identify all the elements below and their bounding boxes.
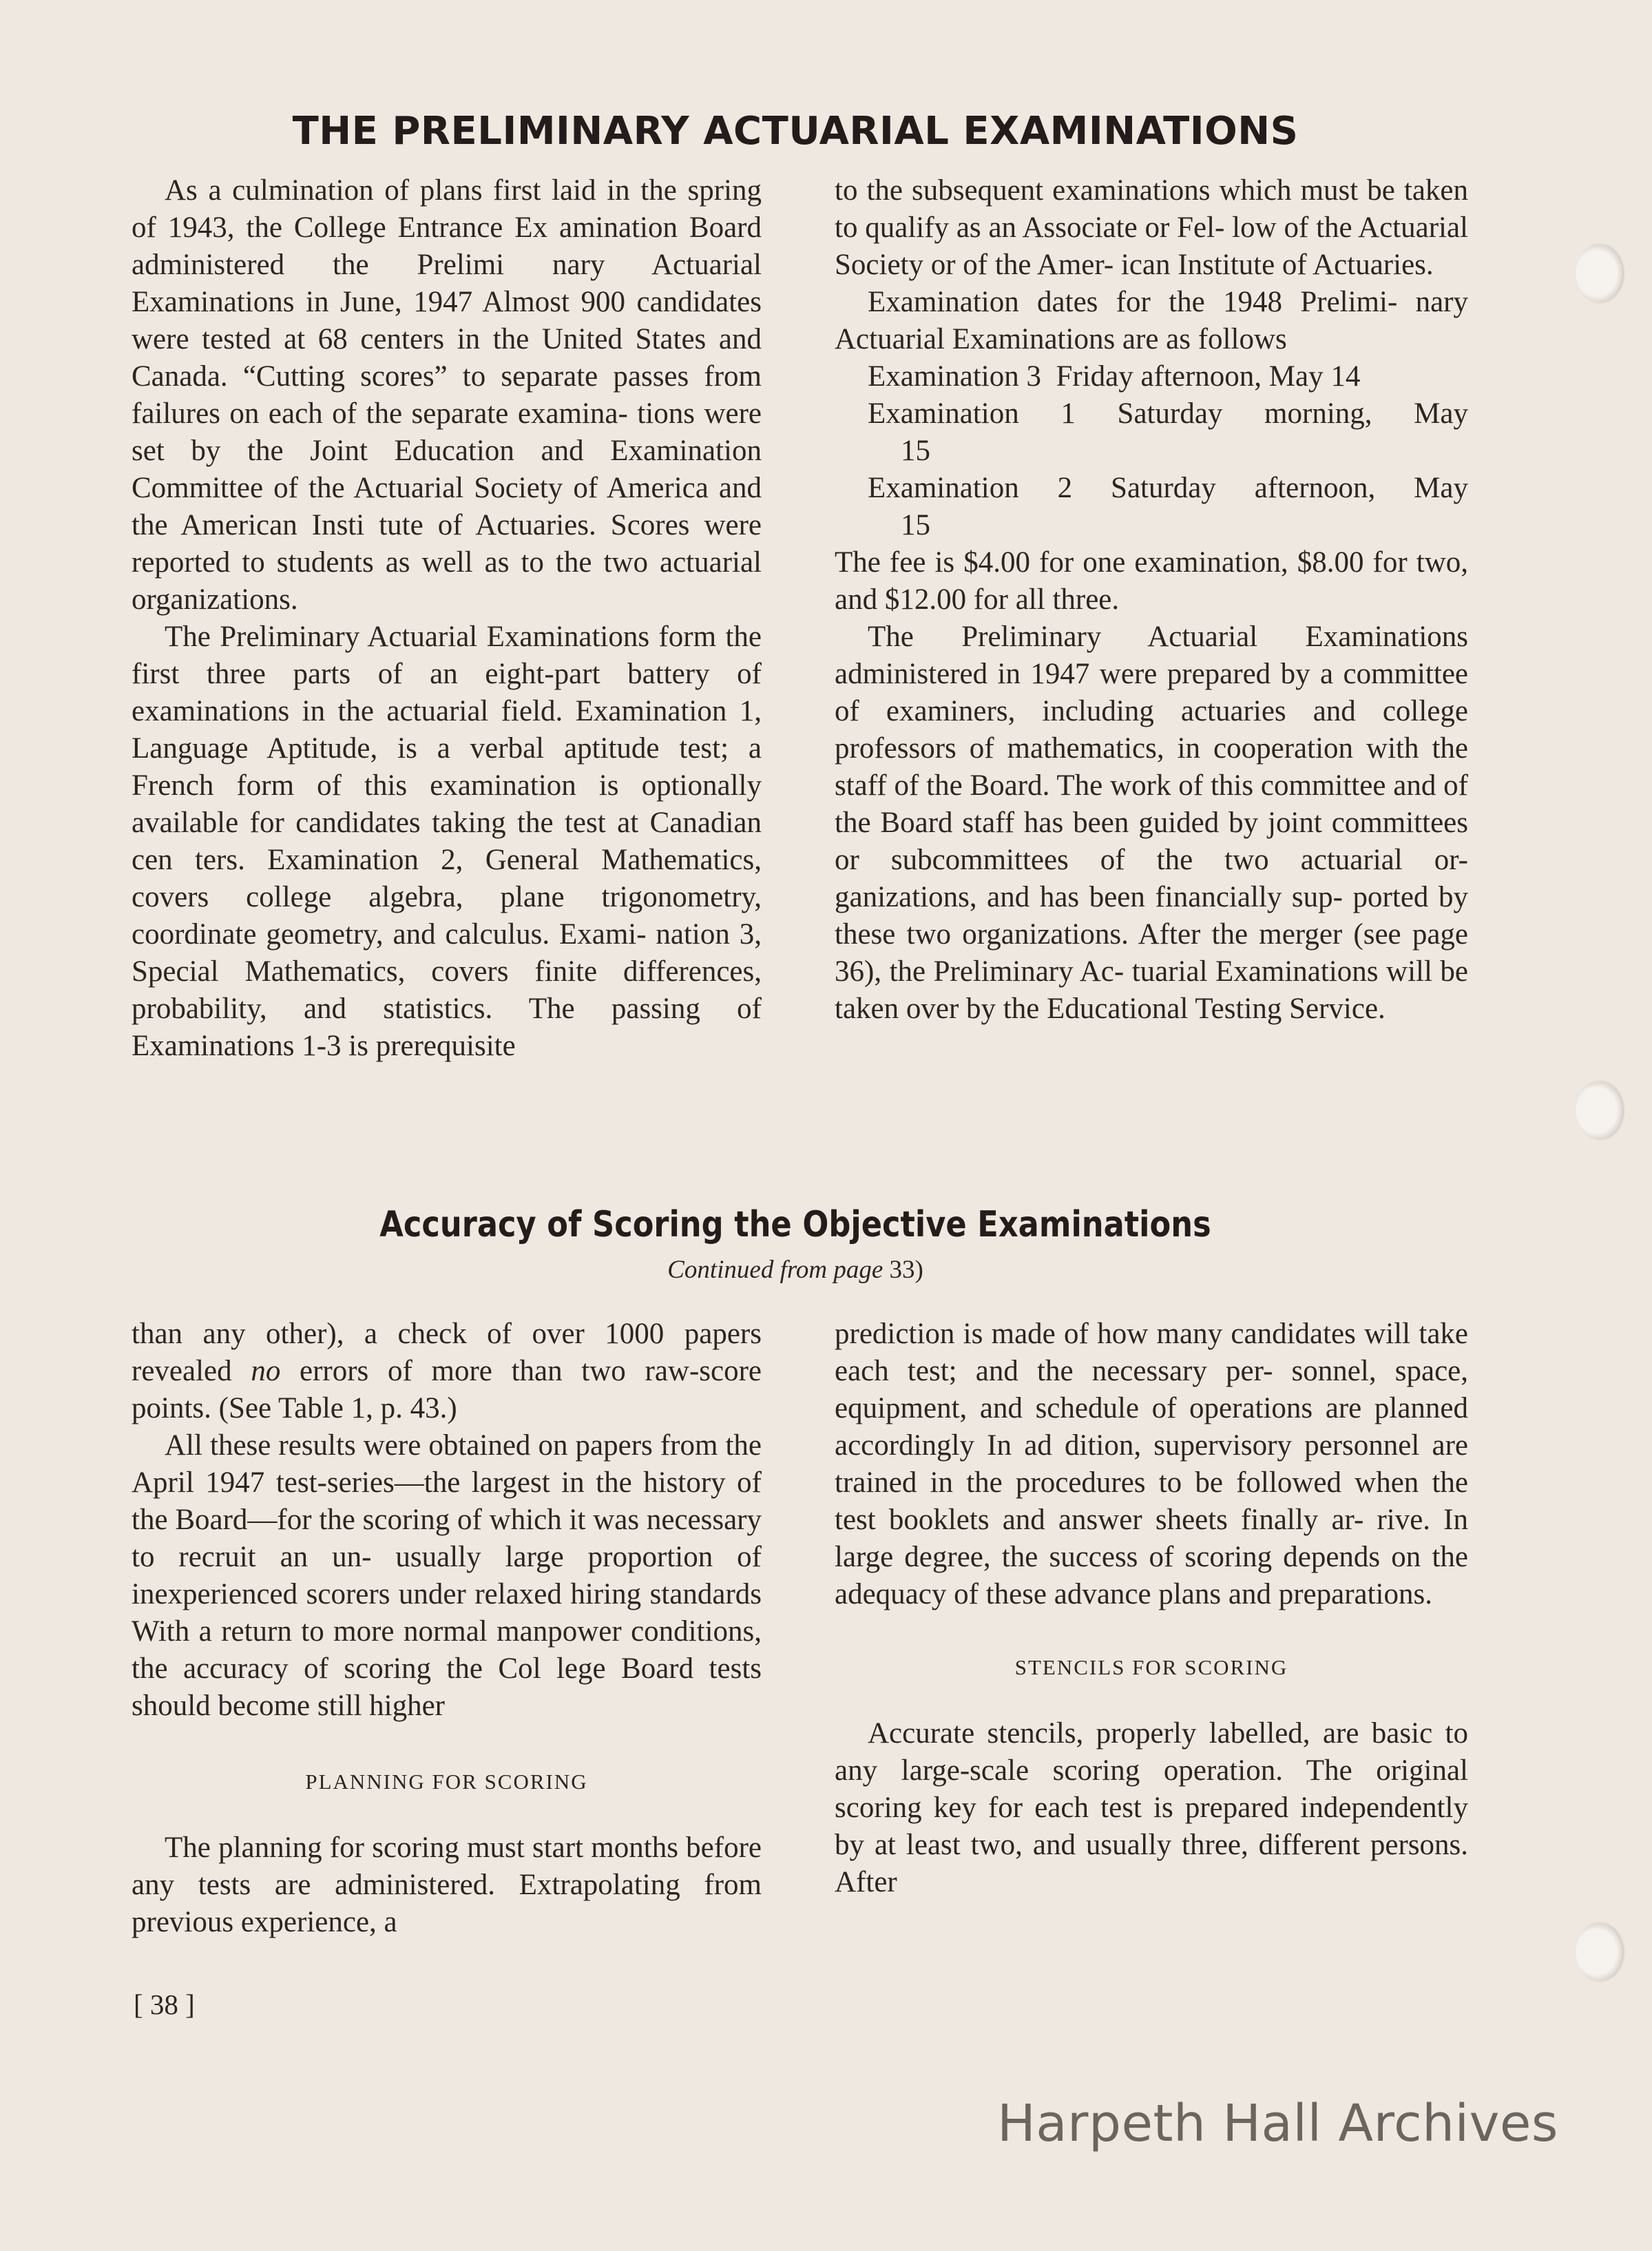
text-run: than any other), a check of over 1000 papers revealed [132,1318,762,1387]
article-title: THE PRELIMINARY ACTUARIAL EXAMINATIONS [292,109,1299,154]
paragraph: The Preliminary Actuarial Examinations form the first three parts of an eight-part battery of examinations in the actuarial field. Examination 1, Language Aptitude, is a verbal aptitude test; a French form of this examination is optionally available for candidates taking the test at Canadian cen ters. Examination 2, General Mathematics, covers college algebra, plane trigonometry, coordinate geometry, and calculus. Exami- nation 3, Special Mathematics, covers finite differences, probability, and statistics. The passing of Examinations 1-3 is prerequisite [132,621,762,1062]
paragraph: The fee is $4.00 for one examination, $8.00 for two, and $12.00 for all three. [835,546,1468,616]
punch-hole [1576,245,1622,302]
continued-label: Continued from page [667,1256,883,1284]
schedule-time: Saturday morning, May [1117,397,1468,430]
article-column-right [835,172,1468,1028]
schedule-time: Saturday afternoon, May [1111,472,1468,504]
article-title: Accuracy of Scoring the Objective Examinations [379,1204,1211,1245]
schedule-row [835,395,1468,433]
paragraph: As a culmination of plans first laid in the spring of 1943, the College Entrance Ex amination Board administered the Prelimi nary Actuarial Examinations in June, 1947 Almost 900 candidates were tested at 68 centers in the United States and Canada. “Cutting scores” to separate passes from failures on each of the separate examina- tions were set by the Joint Education and Examination Committee of the Actuarial Society of America and the American Insti tute of Actuaries. Scores were reported to students as well as to the two actuarial organizations. [132,174,762,616]
paragraph: prediction is made of how many candidates will take each test; and the necessary per- sonnel, space, equipment, and schedule of operations are planned accordingly In ad dition, supervisory personnel are trained in the procedures to be followed when the test booklets and answer sheets finally ar- rive. In large degree, the success of scoring depends on the adequacy of these advance plans and preparations. [835,1318,1468,1610]
schedule-continuation: 15 [901,435,930,467]
paragraph: Accurate stencils, properly labelled, are basic to any large-scale scoring operation. The original scoring key for each test is prepared independently by at least two, and usually three, different persons. After [835,1717,1468,1898]
continued-note [131,1255,1460,1285]
emphasis: no [251,1355,281,1387]
schedule-row [835,358,1468,395]
schedule-exam: Examination 3 [868,360,1041,393]
paragraph: The planning for scoring must start months before any tests are administered. Extrapolating from previous experience, a [132,1832,762,1938]
schedule-time: Friday afternoon, May 14 [1056,360,1361,393]
paragraph: The Preliminary Actuarial Examinations administered in 1947 were prepared by a committee of examiners, including actuaries and college professors of mathematics, in cooperation with the staff of the Board. The work of this committee and of the Board staff has been guided by joint committees or subcommittees of the two actuarial or- ganizations, and has been financially sup- ported by these two organizations. After the merger (see page 36), the Preliminary Ac- tuarial Examinations will be taken over by the Educational Testing Service. [835,621,1468,1025]
text-run: errors of more than two raw-score points. (See Table 1, p. 43.) [132,1355,762,1424]
paragraph: to the subsequent examinations which must be taken to qualify as an Associate or Fel- low of the Actuarial Society or of the Amer- ican Institute of Actuaries. [835,174,1468,281]
paragraph: Examination dates for the 1948 Prelimi- nary Actuarial Examinations are as follows [835,286,1468,355]
paragraph: All these results were obtained on papers from the April 1947 test-series—the largest in the history of the Board—for the scoring of which it was necessary to recruit an un- usually large proportion of inexperienced scorers under relaxed hiring standards With a return to more normal manpower conditions, the accuracy of scoring the Col lege Board tests should become still higher [132,1429,762,1722]
paragraph [132,1316,762,1427]
article-column-left [132,1316,762,1941]
schedule-row [835,470,1468,507]
archive-watermark: Harpeth Hall Archives [997,2094,1558,2153]
subheading: PLANNING FOR SCORING [305,1770,588,1794]
article-column-left [132,172,762,1065]
schedule-exam: Examination 2 [868,472,1073,504]
article-column-right [835,1316,1468,1901]
schedule-exam: Examination 1 [868,397,1076,430]
page-number: [ 38 ] [134,1989,195,2020]
continued-page: 33) [889,1256,923,1284]
punch-hole [1576,1081,1622,1139]
exam-schedule [835,358,1468,544]
schedule-continuation: 15 [901,509,930,541]
subheading: STENCILS FOR SCORING [1014,1655,1288,1679]
punch-hole [1576,1923,1622,1981]
